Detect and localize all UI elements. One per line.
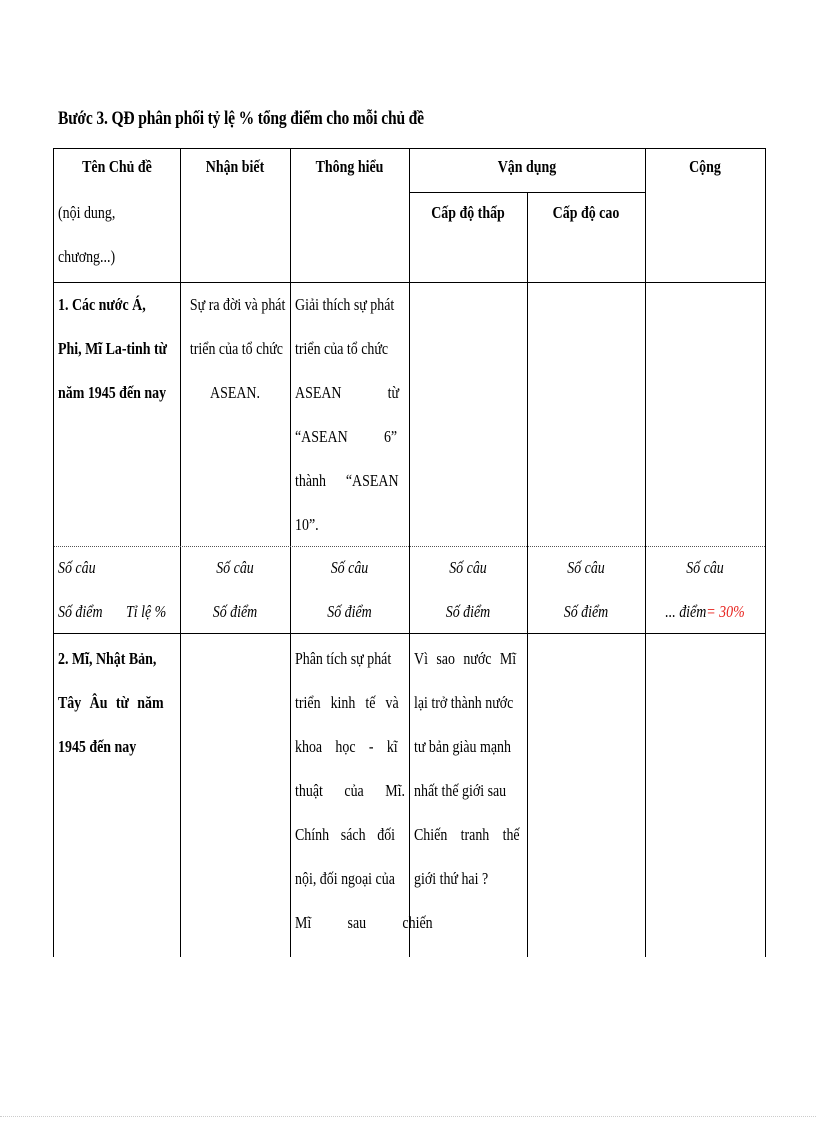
topic1-understand-line: ASEAN từ	[295, 383, 400, 402]
page-title: Bước 3. QĐ phân phối tỷ lệ % tổng điểm cho mỗi chủ đề	[58, 108, 424, 129]
topic1-understand-line: thành “ASEAN	[295, 471, 399, 490]
topic2-understand-line: Mĩ sau chiến	[295, 913, 433, 932]
summary-so-cau: Số câu	[567, 558, 605, 577]
topic1-recognize-line: ASEAN.	[210, 383, 260, 402]
topic1-understand-line: 10”.	[295, 515, 319, 534]
topic1-understand-line: Giải thích sự phát	[295, 295, 395, 314]
topic2-understand-line: Phân tích sự phát	[295, 649, 392, 668]
header-apply-high: Cấp độ cao	[552, 203, 620, 222]
header-total: Cộng	[689, 157, 721, 176]
summary-total-value: = 30%	[706, 602, 745, 621]
summary-so-diem: Số điểm	[563, 602, 609, 621]
topic1-recognize-line: triển của tổ chức	[189, 339, 283, 358]
header-apply-low: Cấp độ thấp	[431, 203, 505, 222]
topic2-apply-low-line: Chiến tranh thế	[414, 825, 520, 844]
topic2-understand-line: nội, đối ngoại của	[295, 869, 395, 888]
topic2-apply-low-line: nhất thế giới sau	[414, 781, 507, 800]
summary-ti-le: Tỉ lệ %	[126, 602, 167, 621]
summary-so-cau: Số câu	[58, 558, 96, 577]
header-topic: Tên Chủ đề	[82, 157, 152, 176]
topic1-recognize-line: Sự ra đời và phát	[189, 295, 286, 314]
topic1-name-line: Phi, Mĩ La-tinh từ	[58, 339, 168, 358]
header-understand: Thông hiểu	[315, 157, 384, 176]
summary-so-cau: Số câu	[449, 558, 487, 577]
topic1-name-line: năm 1945 đến nay	[58, 383, 167, 402]
summary-so-cau: Số câu	[216, 558, 254, 577]
topic2-name-line: 1945 đến nay	[58, 737, 137, 756]
topic1-name-line: 1. Các nước Á,	[58, 295, 146, 314]
header-recognize: Nhận biết	[205, 157, 265, 176]
topic2-apply-low-line: Vì sao nước Mĩ	[414, 649, 517, 668]
summary-total	[656, 590, 754, 634]
summary-so-cau: Số câu	[686, 558, 724, 577]
page-edge-divider	[0, 1116, 816, 1117]
topic2-understand-line: khoa học - kĩ	[295, 737, 398, 756]
summary-so-diem: Số điểm	[445, 602, 491, 621]
header-topic-note-2: chương...)	[58, 247, 116, 266]
header-topic-note-1: (nội dung,	[58, 203, 116, 222]
topic2-apply-low-line: giới thứ hai ?	[414, 869, 489, 888]
topic2-name-line: Tây Âu từ năm	[58, 693, 164, 712]
topic2-understand-line: triển kinh tế và	[295, 693, 399, 712]
topic2-apply-low-line: tư bản giàu mạnh	[414, 737, 511, 756]
topic2-understand-line: Chính sách đối	[295, 825, 396, 844]
summary-so-diem: Số điểm	[327, 602, 372, 621]
topic1-understand-line: “ASEAN 6”	[295, 427, 398, 446]
summary-total-prefix: ... điểm	[665, 602, 707, 621]
header-apply: Vận dụng	[497, 157, 557, 176]
summary-so-diem: Số điểm	[212, 602, 258, 621]
summary-so-cau: Số câu	[330, 558, 369, 577]
topic2-understand-line: thuật của Mĩ.	[295, 781, 406, 800]
summary-so-diem: Số điểm	[58, 602, 103, 621]
distribution-table	[53, 148, 766, 957]
topic1-understand-line: triển của tổ chức	[295, 339, 389, 358]
topic2-name-line: 2. Mĩ, Nhật Bản,	[58, 649, 157, 668]
topic2-apply-low-line: lại trở thành nước	[414, 693, 514, 712]
